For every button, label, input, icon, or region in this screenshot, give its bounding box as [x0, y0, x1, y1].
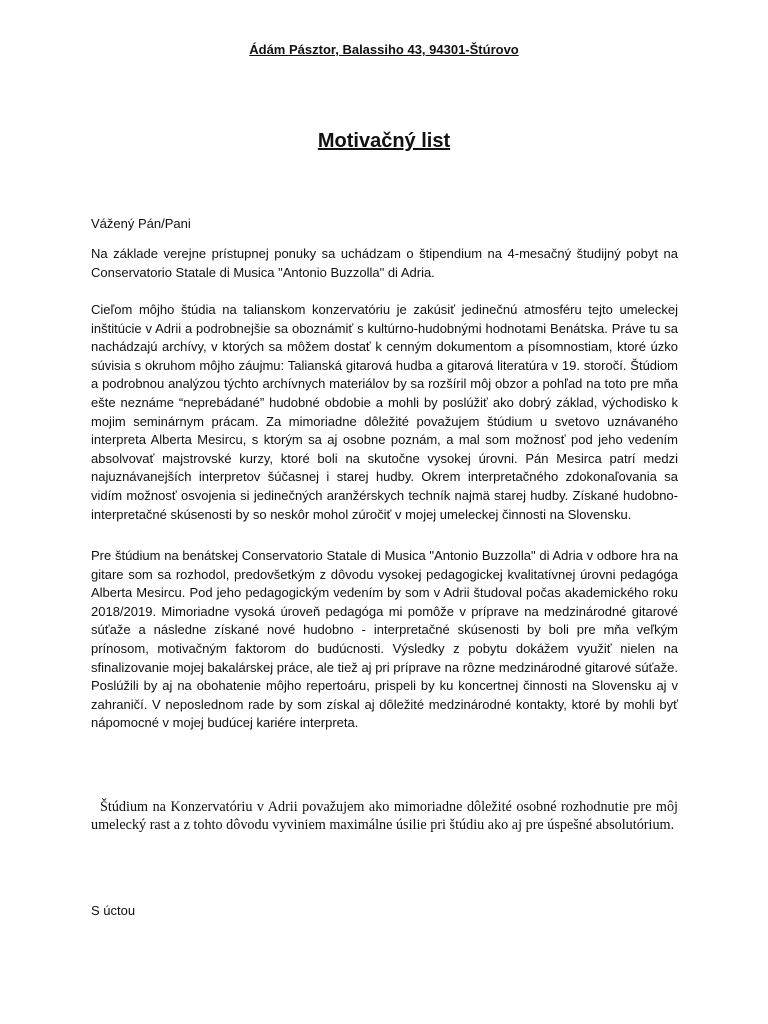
letter-title: Motivačný list [317, 130, 451, 152]
salutation: Vážený Pán/Pani [91, 216, 191, 231]
paragraph-application: Na základe verejne prístupnej ponuky sa uchádzam o štipendium na 4-mesačný študijný pobyt na Conservatorio Statale di Musica "Antonio Buzzolla" di Adria. [91, 246, 678, 280]
sender-address: Ádám Pásztor, Balassiho 43, 94301-Štúrovo [249, 42, 519, 57]
paragraph-study-goals: Cieľom môjho štúdia na talianskom konzervatóriu je zakúsiť jedinečnú atmosféru tejto umeleckej inštitúcie v Adrii a podrobnejšie sa oboznámiť s kultúrno-hudobnými hodnotami Benátska. Práve tu sa nachádzajú archívy, v ktorých sa môžem dostať k cenným dokumentom a písomnostiam, ktoré úzko súvisia s okruhom môjho záujmu: Talianská gitarová hudba a gitarová literatúra v 19. storočí. Štúdiom a podrobnou analýzou týchto archívnych materiálov by sa rozšíril môj obzor a pohľad na toto pre mňa ešte neznáme “neprebádané” hudobné obdobie a mohli by poslúžiť ako dobrý základ, východisko k mojim seminárnym prácam. Za mimoriadne dôležité považujem štúdium u svetovo uznávaného interpreta Alberta Mesircu, s ktorým sa aj osobne poznám, a mal som možnosť pod jeho vedením absolvovať majstrovské kurzy, ktoré boli na skutočne vysokej úrovni. Pán Mesirca patrí medzi najuznávanejších interpretov šúčasnej i starej hudby. Okrem interpretačného zdokonaľovania sa vidím možnosť osvojenia si jedinečných aranžérskych techník najmä starej hudby. Získané hudobno-interpretačné skúsenosti by so neskôr mohol zúročiť v mojej umeleckej činnosti na Slovensku. [91, 302, 678, 522]
paragraph-program-choice: Pre štúdium na benátskej Conservatorio Statale di Musica "Antonio Buzzolla" di Adria v odbore hra na gitare som sa rozhodol, predovšetkým z dôvodu vysokej pedagogickej kvalitatívnej úrovni pedagóga Alberta Mesircu. Pod jeho pedagogickým vedením by som v Adrii študoval počas akademického roku 2018/2019. Mimoriadne vysoká úroveň pedagóga mi pomôže v príprave na medzinárodné gitarové súťaže a následne získané nové hudobno - interpretačné skúsenosti by boli pre mňa veľkým prínosom, motivačným faktorom do budúcnosti. Výsledky z pobytu dokážem využiť nielen na sfinalizovanie mojej bakalárskej práce, ale tiež aj pri príprave na rôzne medzinárodné gitarové súťaže. Poslúžili by aj na obohatenie môjho repertoáru, prispeli by ku koncertnej činnosti na Slovensku aj v zahraničí. V neposlednom rade by som získal aj dôležité medzinárodné kontakty, ktoré by mohli byť nápomocné v mojej budúcej kariére interpreta. [91, 548, 678, 731]
closing: S úctou [91, 903, 136, 918]
paragraph-conclusion: Štúdium na Konzervatóriu v Adrii považujem ako mimoriadne dôležité osobné rozhodnutie pre môj umelecký rast a z tohto dôvodu vyviniem maximálne úsilie pri štúdiu ako aj pre úspešné absolutórium. [91, 799, 678, 833]
